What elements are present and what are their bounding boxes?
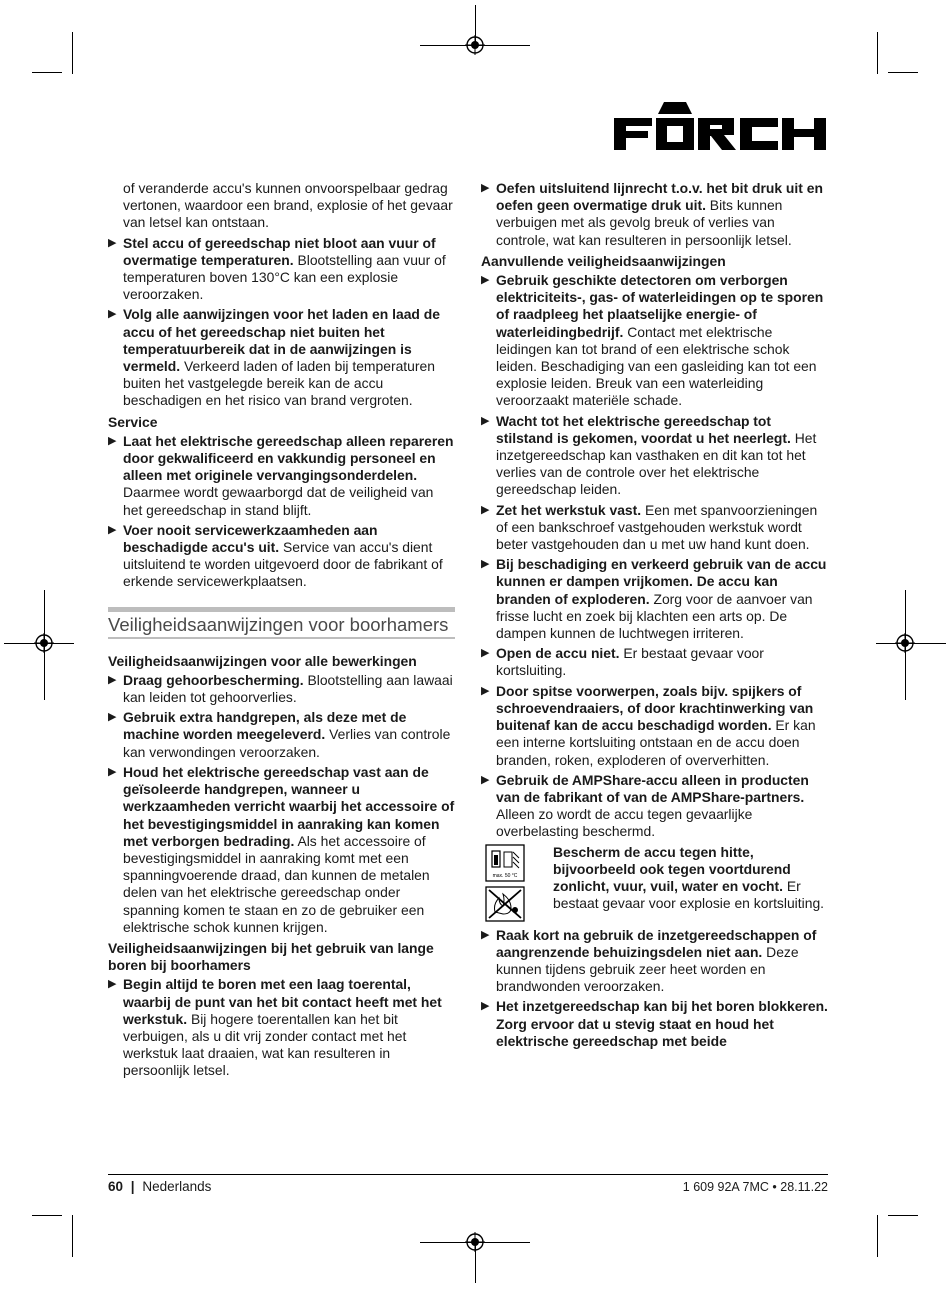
arrow-bullet-icon: ▶ [481,503,490,516]
list-item: ▶ Houd het elektrische gereedschap vast aan de geïsoleerde handgrepen, wanneer u werkzaamheden verricht waarbij het accessoire of het bevestigingsmiddel in aanraking kan komen met verborgen bedrading. Als het accessoire of bevestigingsmiddel in aanraking komt met een spanningvoerende draad, dan kunnen de metalen delen van het elektrische gereedschap onder spanning komen te staan en zo de gebruiker een elektrische schok kunnen krijgen. [108,763,455,935]
note-text: Er bestaat gevaar voor explosie en kortsluiting. [553,877,825,912]
crop-mark [888,1215,918,1216]
intro-text: of veranderde accu's kunnen onvoorspelbaar gedrag vertonen, waardoor een brand, explosie of het gevaar van letsel kan ontstaan. [123,180,453,231]
arrow-bullet-icon: ▶ [108,523,117,536]
arrow-bullet-icon: ▶ [481,928,490,941]
list-item: ▶ Gebruik geschikte detectoren om verborgen elektriciteits-, gas- of waterleidingen op te sporen of raadpleeg het plaatselijke energie- of waterleidingbedrijf. Contact met elektrische leidingen kan tot brand of een elektrische schok leiden. Beschadiging van een gasleiding kan tot een explosie leiden. Breuk van een waterleiding veroorzaakt materiële schade. [481,272,824,409]
list-item: ▶ Door spitse voorwerpen, zoals bijv. spijkers of schroevendraaiers, of door krachtinwerking van buitenaf kan de accu beschadigd worden. Er kan een interne kortsluiting ontstaan en de accu doen branden, roken, exploderen of oververhitten. [481,682,816,768]
list-item: ▶ Draag gehoorbescherming. Blootstelling aan lawaai kan leiden tot gehoorverlies. [108,671,453,706]
right-column [481,180,828,1053]
arrow-bullet-icon: ▶ [108,236,117,249]
max-temp-label: max. 50 °C [492,872,518,879]
registration-mark-icon [895,633,915,653]
arrow-bullet-icon: ▶ [481,647,490,660]
list-item: ▶ Begin altijd te boren met een laag toerental, waarbij de punt van het bit contact heeft met het werkstuk. Bij hogere toerentallen kan het bit verbuigen, als u dit vrij zonder contact met het werkstuk laat draaien, wat kan resulteren in persoonlijk letsel. [108,976,442,1079]
subheading: Aanvullende veiligheidsaanwijzingen [481,252,726,269]
footer-language: Nederlands [142,1179,212,1194]
crop-mark [32,1215,62,1216]
arrow-bullet-icon: ▶ [481,274,490,287]
list-item: ▶ Voer nooit servicewerkzaamheden aan beschadigde accu's uit. Service van accu's dient uitsluitend te worden uitgevoerd door de fabrikant of erkende servicewerkplaatsen. [108,521,443,590]
arrow-bullet-icon: ▶ [481,1000,490,1013]
footer-rule [108,1174,828,1175]
arrow-bullet-icon: ▶ [108,765,117,778]
no-fire-water-icon [485,886,525,922]
section-title: Veiligheidsaanwijzingen voor boorhamers [108,607,455,639]
service-heading: Service [108,413,158,430]
forch-logo [612,100,828,152]
registration-mark-icon [465,1232,485,1252]
subheading: Veiligheidsaanwijzingen voor alle bewerkingen [108,652,417,669]
footer-left [108,1179,211,1194]
list-item: ▶ Stel accu of gereedschap niet bloot aan vuur of overmatige temperaturen. Blootstelling aan vuur of temperaturen boven 130°C kan een explosie veroorzaken. [108,234,446,303]
list-item: ▶ Gebruik extra handgrepen, als deze met de machine worden meegeleverd. Verlies van controle kan verwondingen veroorzaken. [108,709,451,760]
arrow-bullet-icon: ▶ [108,978,117,991]
footer-code: 1 609 92A 7MC • 28.11.22 [682,1180,828,1194]
arrow-bullet-icon: ▶ [108,673,117,686]
heat-warning-icon [485,844,525,882]
list-item: ▶ Zet het werkstuk vast. Een met spanvoorzieningen of een bankschroef vastgehouden werkstuk wordt beter vastgehouden dan u met uw hand kunt doen. [481,501,818,553]
arrow-bullet-icon: ▶ [481,414,490,427]
arrow-bullet-icon: ▶ [481,558,490,571]
arrow-bullet-icon: ▶ [481,684,490,697]
note-bold: Bescherm de accu tegen hitte, bijvoorbeeld ook tegen voortdurend zonlicht, vuur, vuil, water en vocht. [553,843,791,894]
footer-separator-icon: | [130,1179,135,1194]
list-item: ▶ Laat het elektrische gereedschap alleen repareren door gekwalificeerd en vakkundig personeel en alleen met originele vervangingsonderdelen. Daarmee wordt gewaarborgd dat de veiligheid van het gereedschap in stand blijft. [108,432,454,518]
crop-mark [72,32,73,74]
list-item: ▶ Gebruik de AMPShare-accu alleen in producten van de fabrikant of van de AMPShare-partners. Alleen zo wordt de accu tegen gevaarlijke overbelasting beschermd. [481,771,809,840]
registration-mark-icon [465,35,485,55]
list-item: ▶ Het inzetgereedschap kan bij het boren blokkeren. Zorg ervoor dat u stevig staat en houd het elektrische gereedschap met beide [481,998,828,1049]
battery-warning-note [481,844,828,924]
list-item: ▶ Oefen uitsluitend lijnrecht t.o.v. het bit druk uit en oefen geen overmatige druk uit. Bits kunnen verbuigen met als gevolg breuk of verlies van controle, wat kan resulteren in persoonlijk letsel. [481,180,823,248]
list-item: ▶ Open de accu niet. Er bestaat gevaar voor kortsluiting. [481,645,764,679]
arrow-bullet-icon: ▶ [108,434,117,447]
warning-icons [485,844,525,926]
registration-mark-icon [34,633,54,653]
crop-mark [72,1215,73,1257]
arrow-bullet-icon: ▶ [108,308,117,321]
crop-mark [877,32,878,74]
subheading: Veiligheidsaanwijzingen bij het gebruik van lange boren bij boorhamers [108,939,434,974]
crop-mark [888,72,918,73]
crop-mark [32,72,62,73]
list-item: ▶ Volg alle aanwijzingen voor het laden en laad de accu of het gereedschap niet buiten het temperatuurbereik dat in de aanwijzingen is vermeld. Verkeerd laden of laden bij temperaturen buiten het vastgelegde bereik kan de accu beschadigen en het risico van brand vergroten. [108,306,440,409]
left-column [108,180,455,1083]
crop-mark [877,1215,878,1257]
page-number: 60 [108,1179,124,1194]
list-item: ▶ Raak kort na gebruik de inzetgereedschappen of aangrenzende behuizingsdelen niet aan. Deze kunnen tijdens gebruik zeer heet worden en brandwonden veroorzaken. [481,926,817,995]
arrow-bullet-icon: ▶ [108,711,117,724]
list-item: ▶ Bij beschadiging en verkeerd gebruik van de accu kunnen er dampen vrijkomen. De accu kan branden of exploderen. Zorg voor de aanvoer van frisse lucht en zoek bij klachten een arts op. De dampen kunnen de luchtwegen irriteren. [481,556,827,642]
arrow-bullet-icon: ▶ [481,773,490,786]
list-item: ▶ Wacht tot het elektrische gereedschap tot stilstand is gekomen, voordat u het neerlegt. Het inzetgereedschap kan vasthaken en dit kan tot het verlies van de controle over het elektrische gereedschap leiden. [481,412,817,498]
arrow-bullet-icon: ▶ [481,182,490,194]
